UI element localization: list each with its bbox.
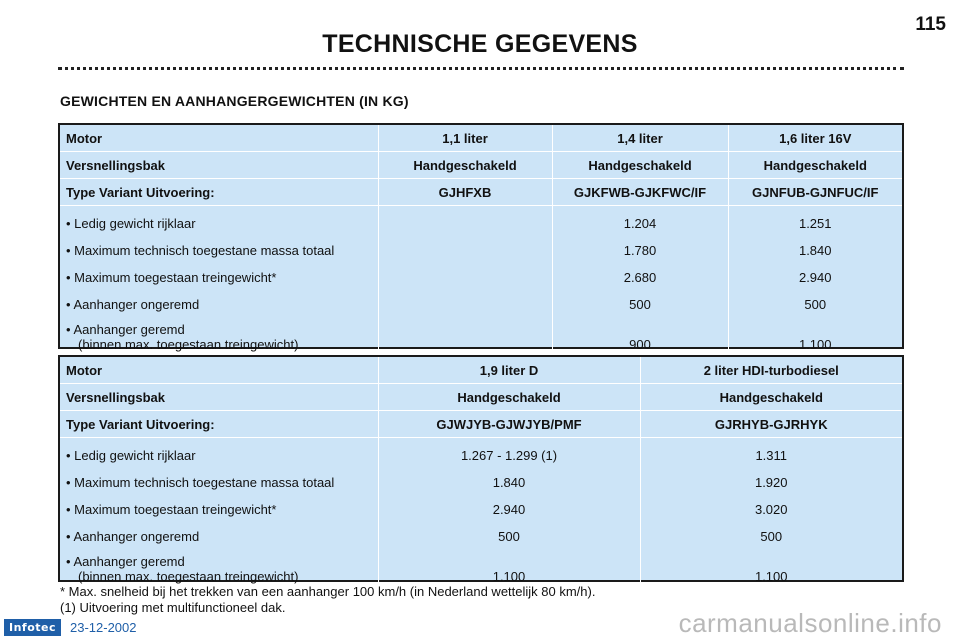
row-label-main: • Aanhanger geremd bbox=[66, 322, 185, 337]
table-cell: GJNFUB-GJNFUC/IF bbox=[728, 179, 902, 206]
row-label-sub: (binnen max. toegestaan treingewicht) bbox=[78, 569, 299, 584]
row-label: • Ledig gewicht rijklaar bbox=[66, 448, 196, 463]
table-cell: 2 liter HDI-turbodiesel bbox=[640, 357, 902, 384]
table-row bbox=[60, 411, 902, 438]
table-row bbox=[60, 550, 902, 588]
table-cell: 1.100 bbox=[378, 550, 640, 588]
infotec-logo: Infotec bbox=[4, 619, 61, 636]
table-cell bbox=[378, 206, 552, 238]
table-row bbox=[60, 384, 902, 411]
footnote: (1) Uitvoering met multifunctioneel dak. bbox=[60, 600, 286, 615]
row-label: • Maximum toegestaan treingewicht* bbox=[66, 502, 277, 517]
row-label: • Ledig gewicht rijklaar bbox=[66, 216, 196, 231]
dotted-divider bbox=[58, 67, 904, 70]
table-cell: 900 bbox=[552, 318, 728, 356]
row-label-main: • Aanhanger geremd bbox=[66, 554, 185, 569]
row-label-sub: (binnen max. toegestaan treingewicht) bbox=[78, 337, 299, 352]
table-cell bbox=[378, 237, 552, 264]
table-cell: Handgeschakeld bbox=[640, 384, 902, 411]
table-row bbox=[60, 206, 902, 238]
table-row bbox=[60, 291, 902, 318]
page-number: 115 bbox=[915, 14, 946, 35]
table-cell: 1.311 bbox=[640, 438, 902, 470]
row-label: Motor bbox=[60, 357, 378, 384]
table-cell: 1.920 bbox=[640, 469, 902, 496]
table-cell: Handgeschakeld bbox=[728, 152, 902, 179]
table-cell: GJKFWB-GJKFWC/IF bbox=[552, 179, 728, 206]
table-row bbox=[60, 237, 902, 264]
table-cell: GJHFXB bbox=[378, 179, 552, 206]
table-cell: 1,4 liter bbox=[552, 125, 728, 152]
table-cell: 1.100 bbox=[640, 550, 902, 588]
table-cell: 1,6 liter 16V bbox=[728, 125, 902, 152]
footnote: * Max. snelheid bij het trekken van een aanhanger 100 km/h (in Nederland wettelijk 80 km/h). bbox=[60, 584, 596, 599]
table-cell: 500 bbox=[378, 523, 640, 550]
table-cell: 1.780 bbox=[552, 237, 728, 264]
section-heading: GEWICHTEN EN AANHANGERGEWICHTEN (IN KG) bbox=[60, 93, 409, 109]
table-cell: 2.940 bbox=[728, 264, 902, 291]
row-label: Type Variant Uitvoering: bbox=[60, 179, 378, 206]
table-cell: 1,9 liter D bbox=[378, 357, 640, 384]
table-row bbox=[60, 318, 902, 356]
row-label: • Maximum technisch toegestane massa totaal bbox=[66, 475, 335, 490]
table-row bbox=[60, 152, 902, 179]
table-cell: 500 bbox=[640, 523, 902, 550]
row-label: • Maximum technisch toegestane massa totaal bbox=[66, 243, 335, 258]
watermark: carmanualsonline.info bbox=[678, 608, 942, 638]
table-cell: 1.251 bbox=[728, 206, 902, 238]
table-cell: Handgeschakeld bbox=[378, 152, 552, 179]
row-label bbox=[60, 318, 378, 356]
row-label: Versnellingsbak bbox=[60, 152, 378, 179]
table-row bbox=[60, 125, 902, 152]
table-cell: 1.840 bbox=[378, 469, 640, 496]
table-cell: 1.204 bbox=[552, 206, 728, 238]
table-cell bbox=[378, 318, 552, 356]
row-label: Type Variant Uitvoering: bbox=[60, 411, 378, 438]
row-label: Motor bbox=[60, 125, 378, 152]
table-cell bbox=[378, 264, 552, 291]
table-cell: 500 bbox=[552, 291, 728, 318]
row-label: • Maximum toegestaan treingewicht* bbox=[66, 270, 277, 285]
table-cell: 2.940 bbox=[378, 496, 640, 523]
footnotes bbox=[60, 584, 595, 616]
table-cell: 1,1 liter bbox=[378, 125, 552, 152]
row-label: • Aanhanger ongeremd bbox=[66, 529, 200, 544]
footer-date: 23-12-2002 bbox=[70, 620, 137, 635]
table-row bbox=[60, 523, 902, 550]
weights-table-petrol bbox=[58, 123, 904, 352]
table-cell: GJRHYB-GJRHYK bbox=[640, 411, 902, 438]
table-cell bbox=[378, 291, 552, 318]
table-cell: 1.267 - 1.299 (1) bbox=[378, 438, 640, 470]
page-title: TECHNISCHE GEGEVENS bbox=[322, 30, 638, 58]
table-row bbox=[60, 496, 902, 523]
row-label: Versnellingsbak bbox=[60, 384, 378, 411]
table-cell: GJWJYB-GJWJYB/PMF bbox=[378, 411, 640, 438]
table-row bbox=[60, 438, 902, 470]
table-cell: Handgeschakeld bbox=[378, 384, 640, 411]
table-row bbox=[60, 179, 902, 206]
row-label bbox=[60, 550, 378, 588]
weights-table-diesel bbox=[58, 355, 904, 582]
table-row bbox=[60, 469, 902, 496]
table-cell: 1.100 bbox=[728, 318, 902, 356]
table-cell: Handgeschakeld bbox=[552, 152, 728, 179]
table-cell: 2.680 bbox=[552, 264, 728, 291]
table-cell: 1.840 bbox=[728, 237, 902, 264]
row-label: • Aanhanger ongeremd bbox=[66, 297, 200, 312]
table-row bbox=[60, 357, 902, 384]
table-cell: 3.020 bbox=[640, 496, 902, 523]
table-cell: 500 bbox=[728, 291, 902, 318]
table-row bbox=[60, 264, 902, 291]
